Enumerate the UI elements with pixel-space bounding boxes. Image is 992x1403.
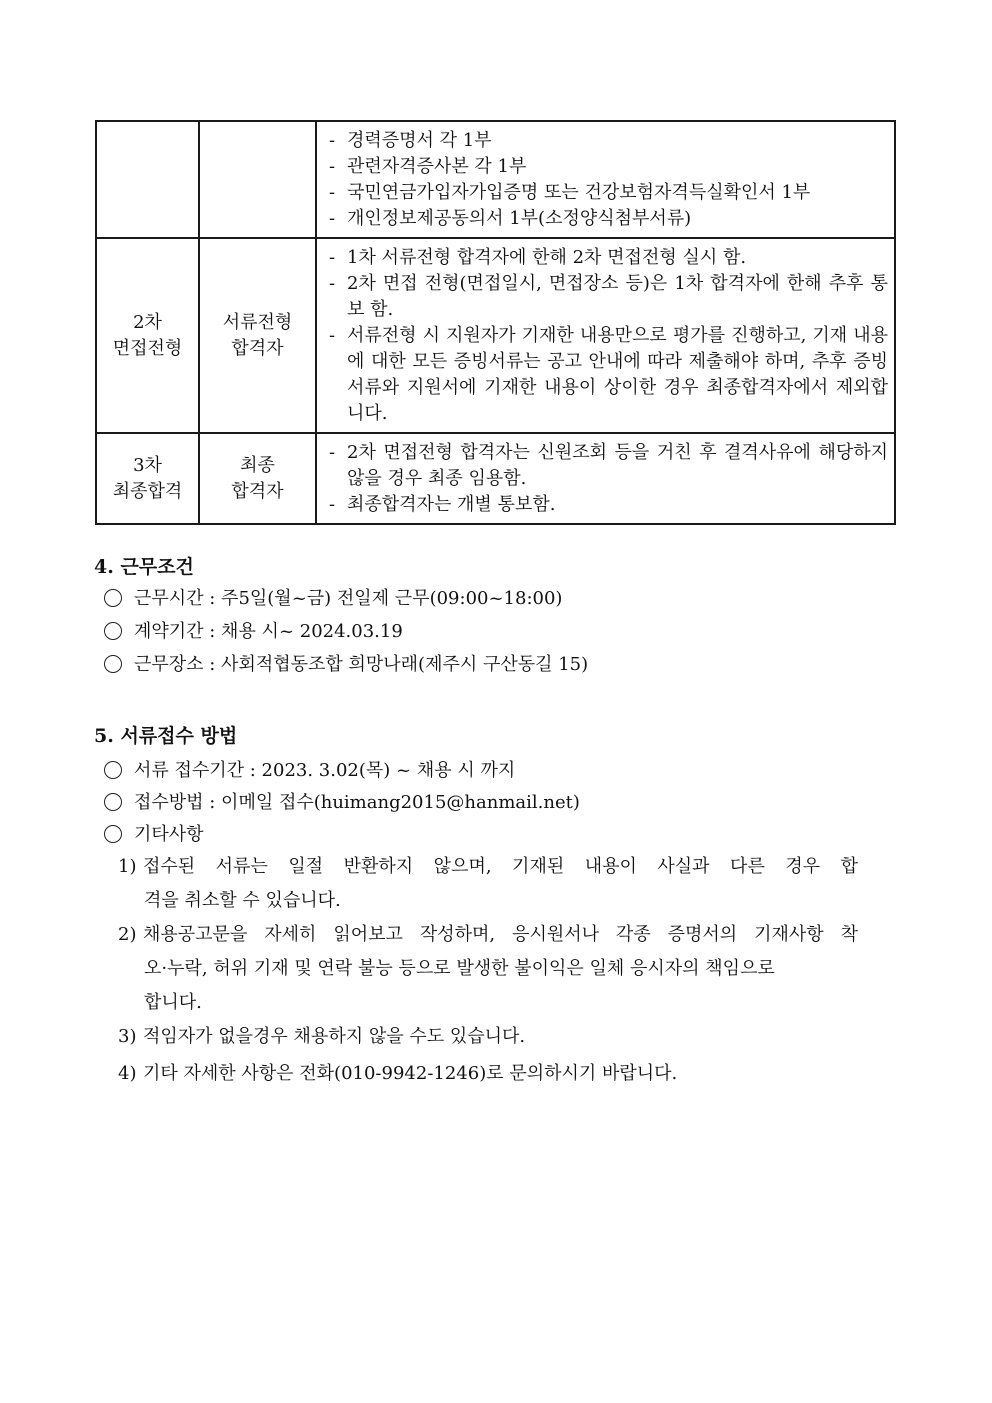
- list-item: - 관련자격증사본 각 1부: [325, 154, 888, 180]
- stage-label: 면접전형: [112, 337, 183, 359]
- list-item: - 개인정보제공동의서 1부(소정양식첨부서류): [325, 206, 888, 232]
- note-continuation: 오·누락, 허위 기재 및 연락 불능 등으로 발생한 불이익은 일체 응시자의 책임으로: [144, 958, 775, 979]
- list-item: - 국민연금가입자가입증명 또는 건강보험자격득실확인서 1부: [325, 180, 888, 206]
- list-item: - 경력증명서 각 1부: [325, 128, 888, 154]
- note-text: 기타 자세한 사항은 전화(010-9942-1246)로 문의하시기 바랍니다.: [143, 1063, 678, 1084]
- table-row: [96, 238, 895, 433]
- stage-label: 최종합격: [112, 480, 183, 502]
- list-item: - 서류전형 시 지원자가 기재한 내용만으로 평가를 진행하고, 기재 내용에 대한 모든 증빙서류는 공고 안내에 따라 제출해야 하며, 추후 증빙서류와 지원서에 기재한 내용이 상이한 경우 최종합격자에서 제외합니다.: [325, 323, 888, 427]
- item-text: 접수방법 : 이메일 접수(huimang2015@hanmail.net): [134, 792, 580, 813]
- target-cell: [199, 433, 316, 524]
- target-label: 최종: [240, 454, 275, 476]
- target-cell: [199, 121, 316, 238]
- note-item: [118, 850, 858, 884]
- note-number: 1): [118, 856, 137, 877]
- content-cell: [316, 238, 895, 433]
- list-item: [104, 652, 588, 678]
- item-text: 기타사항: [134, 824, 204, 845]
- list-item: [104, 790, 580, 816]
- item-text: 근무시간 : 주5일(월~금) 전일제 근무(09:00~18:00): [134, 588, 563, 609]
- circle-bullet-icon: [104, 589, 122, 607]
- list-item: [104, 822, 204, 848]
- circle-bullet-icon: [104, 655, 122, 673]
- recruitment-table: [95, 120, 896, 525]
- circle-bullet-icon: [104, 761, 122, 779]
- stage-cell: [96, 433, 199, 524]
- list-item: [104, 619, 403, 645]
- circle-bullet-icon: [104, 825, 122, 843]
- note-text: 채용공고문을 자세히 읽어보고 작성하며, 응시원서나 각종 증명서의 기재사항 착: [143, 924, 858, 945]
- stage-label: 2차: [133, 311, 162, 333]
- item-text: 서류 접수기간 : 2023. 3.02(목) ~ 채용 시 까지: [134, 760, 516, 781]
- note-item: [118, 918, 858, 952]
- list-item: - 2차 면접 전형(면접일시, 면접장소 등)은 1차 합격자에 한해 추후 통보 함.: [325, 271, 888, 323]
- note-text: 접수된 서류는 일절 반환하지 않으며, 기재된 내용이 사실과 다른 경우 합: [143, 856, 858, 877]
- list-item: [104, 758, 515, 784]
- list-item: - 최종합격자는 개별 통보함.: [325, 492, 888, 518]
- stage-cell: [96, 121, 199, 238]
- section-heading: 5. 서류접수 방법: [94, 725, 238, 747]
- note-number: 2): [118, 924, 137, 945]
- note-number: 3): [118, 1026, 137, 1047]
- target-label: 합격자: [231, 480, 284, 502]
- note-continuation: 합니다.: [144, 992, 202, 1013]
- note-number: 4): [118, 1063, 137, 1084]
- section-heading: 4. 근무조건: [94, 556, 194, 578]
- list-item: - 2차 면접전형 합격자는 신원조회 등을 거친 후 결격사유에 해당하지 않을 경우 최종 임용함.: [325, 440, 888, 492]
- item-text: 계약기간 : 채용 시~ 2024.03.19: [134, 621, 403, 642]
- table-row: [96, 433, 895, 524]
- stage-label: 3차: [133, 454, 162, 476]
- list-item: [104, 586, 562, 612]
- content-cell: [316, 121, 895, 238]
- target-cell: [199, 238, 316, 433]
- stage-cell: [96, 238, 199, 433]
- note-text: 적임자가 없을경우 채용하지 않을 수도 있습니다.: [143, 1026, 526, 1047]
- target-label: 서류전형: [222, 311, 293, 333]
- note-item: [118, 1020, 858, 1054]
- content-cell: [316, 433, 895, 524]
- circle-bullet-icon: [104, 622, 122, 640]
- note-item: [118, 1057, 858, 1091]
- target-label: 합격자: [231, 337, 284, 359]
- table-row: [96, 121, 895, 238]
- circle-bullet-icon: [104, 793, 122, 811]
- note-continuation: 격을 취소할 수 있습니다.: [144, 890, 341, 911]
- list-item: - 1차 서류전형 합격자에 한해 2차 면접전형 실시 함.: [325, 245, 888, 271]
- item-text: 근무장소 : 사회적협동조합 희망나래(제주시 구산동길 15): [134, 654, 589, 675]
